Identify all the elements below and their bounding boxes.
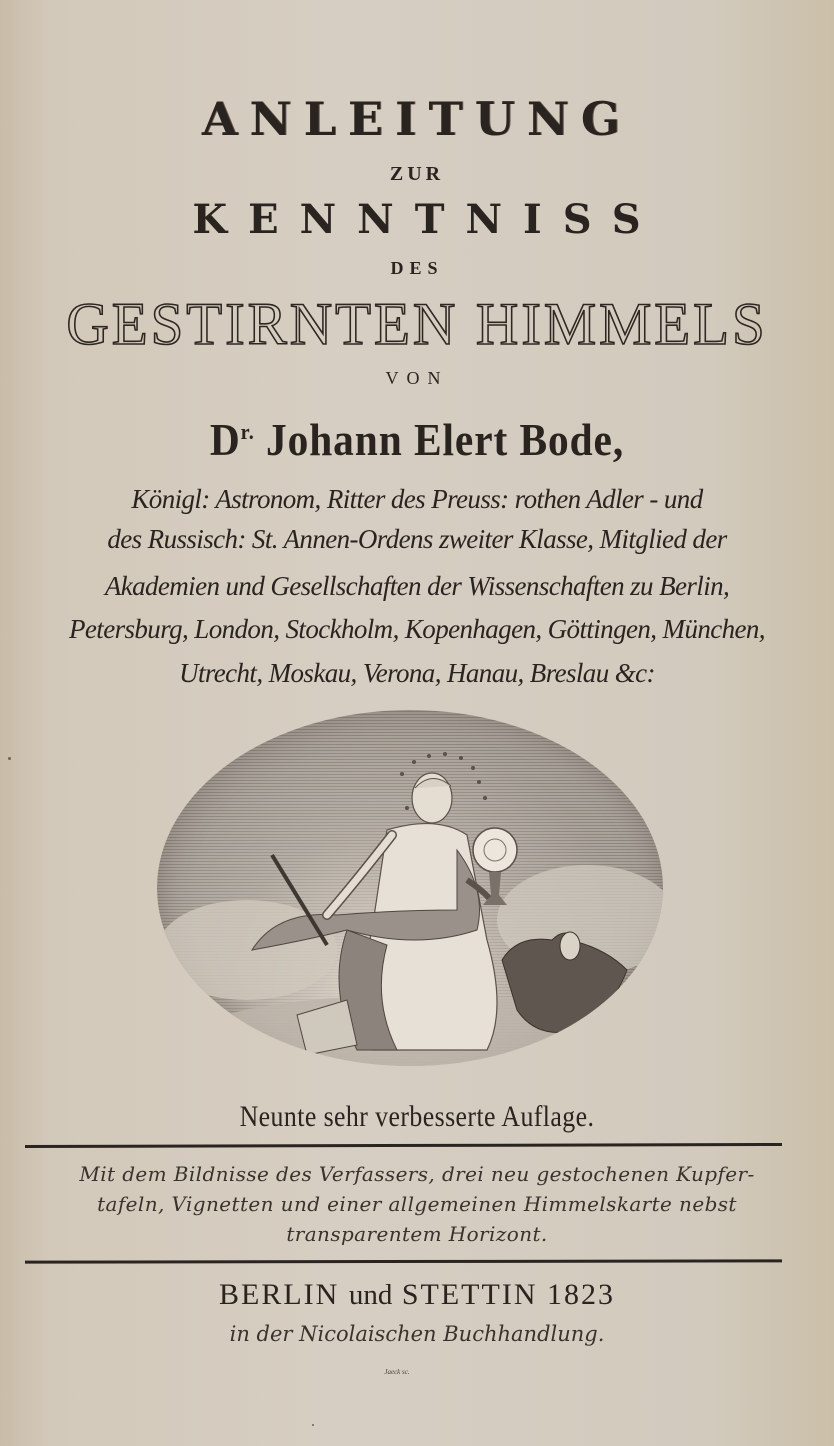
engraver-signature: Jaeck sc.	[384, 1368, 410, 1376]
contents-note-line: tafeln, Vignetten und einer allgemeinen Himmelskarte nebst	[97, 1192, 737, 1216]
paper-speck	[8, 757, 11, 760]
author-titles-line: des Russisch: St. Annen-Ordens zweiter Klasse, Mitglied der	[107, 524, 727, 554]
divider-rule-top	[25, 1143, 782, 1148]
imprint-place-2: STETTIN	[401, 1278, 538, 1311]
author-titles-line: Petersburg, London, Stockholm, Kopenhagen, Göttingen, München,	[69, 614, 765, 644]
author-prefix: D	[209, 415, 241, 465]
author-titles-line: Königl: Astronom, Ritter des Preuss: rothen Adler - und	[131, 484, 703, 514]
contents-note-line: Mit dem Bildnisse des Verfassers, drei neu gestochenen Kupfer-	[79, 1162, 755, 1186]
urania-engraving-icon	[157, 710, 663, 1066]
title-zur: ZUR	[389, 163, 445, 185]
title-gestirnten-himmels: GESTIRNTEN HIMMELS	[66, 291, 768, 357]
contents-note-line: transparentem Horizont.	[286, 1222, 548, 1246]
author-prefix-sup: r.	[240, 419, 255, 444]
title-kenntniss: KENNTNISS	[192, 196, 662, 243]
paper-speck	[312, 1424, 314, 1426]
title-des: DES	[390, 258, 444, 278]
imprint-conjunction: und	[348, 1279, 393, 1311]
imprint-year: 1823	[546, 1278, 615, 1311]
author-name	[33, 414, 800, 466]
author-titles-line: Akademien und Gesellschaften der Wissenschaften zu Berlin,	[104, 571, 730, 601]
author-fullname: Johann Elert Bode,	[265, 415, 625, 465]
imprint-place-1: BERLIN	[219, 1278, 340, 1311]
author-titles-line: Utrecht, Moskau, Verona, Hanau, Breslau &c:	[179, 658, 655, 688]
edition-statement: Neunte sehr verbesserte Auflage.	[239, 1100, 595, 1133]
byline-von: VON	[385, 368, 449, 388]
imprint-place-year	[0, 1278, 834, 1312]
divider-rule-bottom	[25, 1259, 782, 1263]
title-anleitung: ANLEITUNG	[201, 92, 633, 146]
vignette-drawing	[157, 710, 663, 1066]
imprint-publisher: in der Nicolaischen Buchhandlung.	[229, 1322, 605, 1346]
